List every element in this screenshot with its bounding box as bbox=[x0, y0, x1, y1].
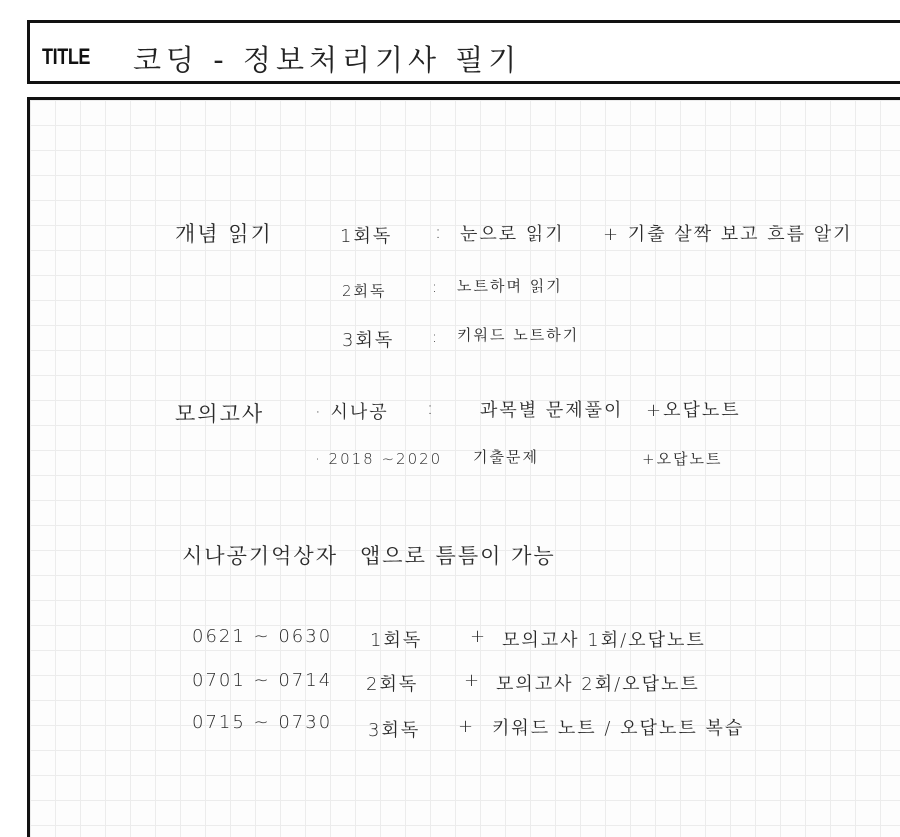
schedule-dates-3: 0715 ~ 0730 bbox=[192, 712, 333, 733]
mock-heading: 모의고사 bbox=[175, 402, 265, 426]
schedule-plus-1: + bbox=[470, 626, 488, 647]
concept-round-3: 3회독 bbox=[342, 330, 395, 351]
note-area bbox=[27, 97, 900, 837]
concept-method-1: 눈으로 읽기 bbox=[460, 224, 565, 245]
schedule-plus-3: + bbox=[458, 716, 476, 737]
schedule-task-2: 모의고사 2회/오답노트 bbox=[496, 674, 700, 695]
schedule-task-1: 모의고사 1회/오답노트 bbox=[502, 630, 706, 651]
mock-source-1: · 시나공 bbox=[315, 402, 389, 423]
app-desc: 앱으로 틈틈이 가능 bbox=[360, 544, 556, 568]
app-name: 시나공기억상자 bbox=[182, 544, 339, 568]
schedule-plus-2: + bbox=[464, 670, 482, 691]
title-label: TITLE bbox=[42, 44, 91, 69]
concept-heading: 개념 읽기 bbox=[175, 222, 273, 246]
schedule-task-3: 키워드 노트 / 오답노트 복습 bbox=[492, 718, 745, 739]
mock-sep-1: : bbox=[427, 398, 436, 419]
concept-round-1: 1회독 bbox=[340, 226, 393, 247]
mock-extra-2: +오답노트 bbox=[642, 450, 723, 468]
concept-sep-1: : bbox=[435, 222, 444, 243]
mock-task-1: 과목별 문제풀이 bbox=[480, 400, 624, 421]
mock-extra-1: +오답노트 bbox=[646, 400, 741, 421]
mock-source-2: · 2018 ~2020 bbox=[315, 450, 443, 468]
concept-method-3: 키워드 노트하기 bbox=[457, 326, 580, 344]
concept-sep-2: : bbox=[432, 278, 440, 296]
schedule-dates-2: 0701 ~ 0714 bbox=[192, 670, 333, 691]
concept-sep-3: : bbox=[432, 328, 440, 346]
title-bar bbox=[27, 20, 900, 84]
mock-task-2: 기출문제 bbox=[473, 448, 539, 466]
schedule-round-1: 1회독 bbox=[370, 630, 423, 651]
concept-method-2: 노트하며 읽기 bbox=[457, 277, 563, 295]
page-title: 코딩 - 정보처리기사 필기 bbox=[133, 43, 522, 77]
schedule-round-2: 2회독 bbox=[366, 674, 419, 695]
schedule-round-3: 3회독 bbox=[368, 720, 421, 741]
schedule-dates-1: 0621 ~ 0630 bbox=[192, 626, 333, 647]
concept-round-2: 2회독 bbox=[342, 282, 387, 300]
concept-extra-1: + 기출 살짝 보고 흐름 알기 bbox=[603, 224, 853, 245]
